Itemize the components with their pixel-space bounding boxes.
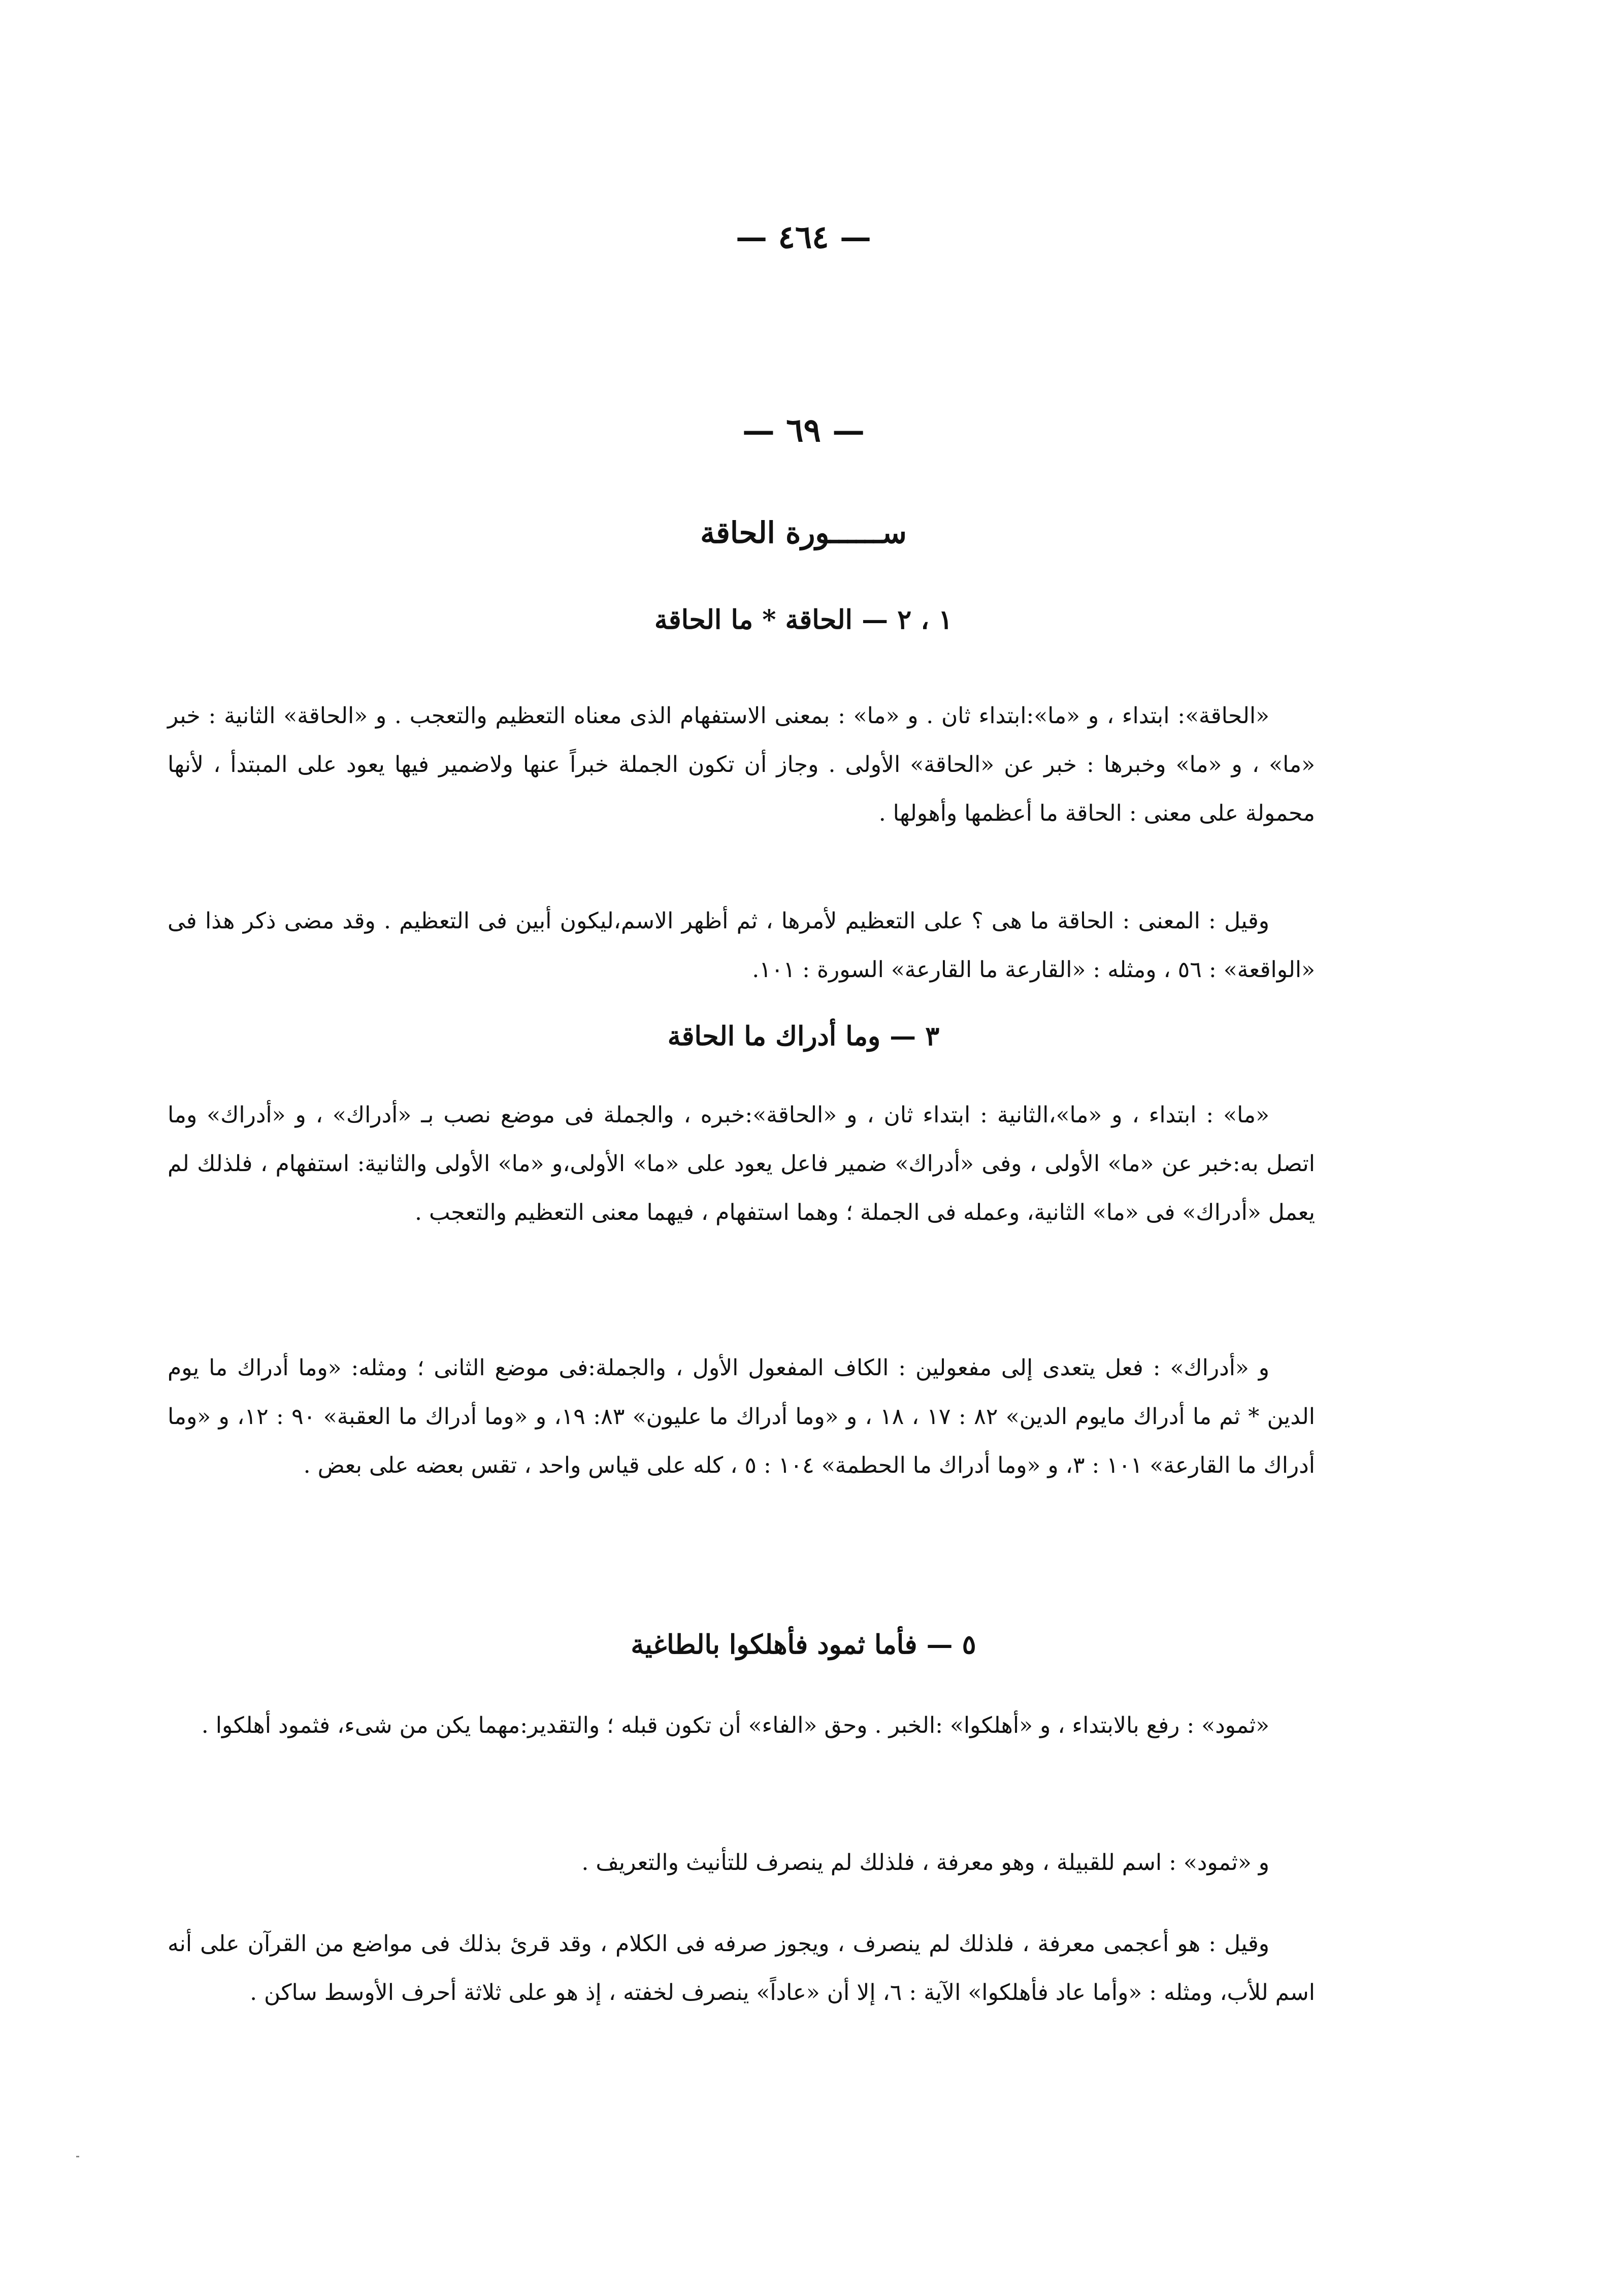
verse-heading-5: ٥ — فأما ثمود فأهلكوا بالطاغية xyxy=(631,1629,976,1660)
verse-heading-3: ٣ — وما أدراك ما الحاقة xyxy=(667,1021,940,1052)
verse-heading-1-2: ١ ، ٢ — الحاقة * ما الحاقة xyxy=(654,604,953,635)
paragraph: «الحاقة»: ابتداء ، و «ما»:ابتداء ثان . و «ما» : بمعنى الاستفهام الذى معناه التعظيم والتعجب . و «الحاقة» الثانية : خبر «ما» ، و «ما» وخبرها : خبر عن «الحاقة» الأولى . وجاز أن تكون الجملة خبراً عنها ولاضمير فيها يعود على المبتدأ ، لأنها محمولة على معنى : الحاقة ما أعظمها وأهولها . xyxy=(168,703,1315,826)
paragraph: «ما» : ابتداء ، و «ما»،الثانية : ابتداء ثان ، و «الحاقة»:خبره ، والجملة فى موضع نصب بـ «أدراك» ، و «أدراك» وما اتصل به:خبر عن «ما» الأولى ، وفى «أدراك» ضمير فاعل يعود على «ما» الأولى،و «ما» الأولى والثانية: استفهام ، فلذلك لم يعمل «أدراك» فى «ما» الثانية، وعمله فى الجملة ؛ وهما استفهام ، فيهما معنى التعظيم والتعجب . xyxy=(168,1102,1315,1225)
surah-title: ســــــورة الحاقة xyxy=(700,515,907,550)
scan-speck xyxy=(76,2156,79,2157)
paragraph: وقيل : المعنى : الحاقة ما هى ؟ على التعظيم لأمرها ، ثم أظهر الاسم،ليكون أبين فى التعظيم . وقد مضى ذكر هذا فى «الواقعة» : ٥٦ ، ومثله : «القارعة ما القارعة» السورة : ١٠١. xyxy=(168,908,1315,983)
paragraph: وقيل : هو أعجمى معرفة ، فلذلك لم ينصرف ، ويجوز صرفه فى الكلام ، وقد قرئ بذلك فى مواضع من القرآن على أنه اسم للأب، ومثله : «وأما عاد فأهلكوا» الآية : ٦، إلا أن «عاداً» ينصرف لخفته ، إذ هو على ثلاثة أحرف الأوسط ساكن . xyxy=(168,1931,1315,2006)
surah-number: — ٦٩ — xyxy=(742,411,865,449)
paragraph: و «أدراك» : فعل يتعدى إلى مفعولين : الكاف المفعول الأول ، والجملة:فى موضع الثانى ؛ ومثله: «وما أدراك ما يوم الدين * ثم ما أدراك مايوم الدين» ٨٢ : ١٧ ، ١٨ ، و «وما أدراك ما عليون» ٨٣: ١٩، و «وما أدراك ما العقبة» ٩٠ : ١٢، و «وما أدراك ما القارعة» ١٠١ : ٣، و «وما أدراك ما الحطمة» ١٠٤ : ٥ ، كله على قياس واحد ، تقس بعضه على بعض . xyxy=(168,1355,1316,1478)
paragraph: و «ثمود» : اسم للقبيلة ، وهو معرفة ، فلذلك لم ينصرف للتأنيث والتعريف . xyxy=(581,1850,1269,1875)
page-number: — ٤٦٤ — xyxy=(735,218,872,255)
paragraph: «ثمود» : رفع بالابتداء ، و «أهلكوا» :الخبر . وحق «الفاء» أن تكون قبله ؛ والتقدير:مهما يكن من شىء، فثمود أهلكوا . xyxy=(201,1712,1269,1738)
